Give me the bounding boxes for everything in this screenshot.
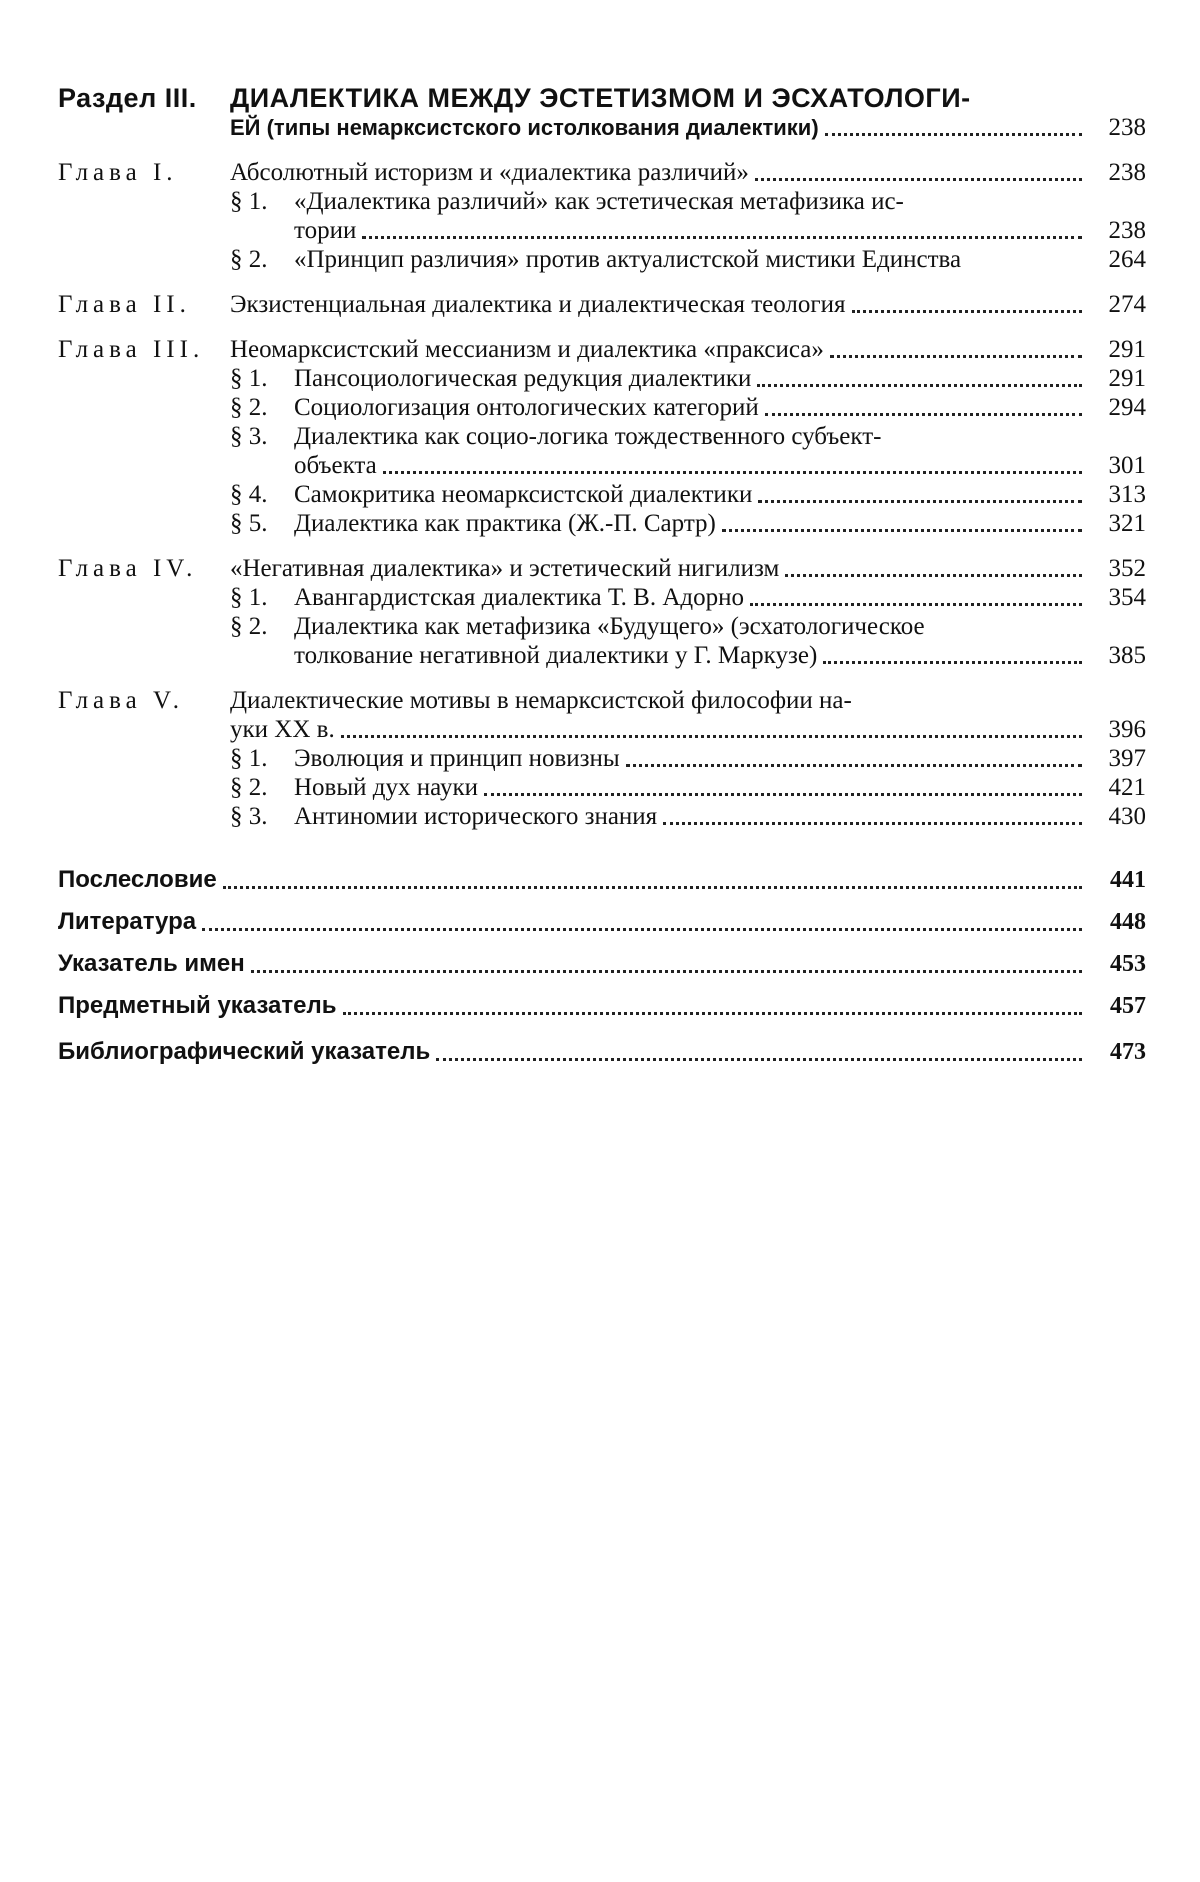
paragraph-title: Самокритика неомарксистской диалектики xyxy=(294,481,753,508)
dot-leader xyxy=(383,471,1082,474)
paragraph-title: «Диалектика различий» как эстетическая метафизика ис- xyxy=(294,188,904,215)
page-number: 274 xyxy=(1108,291,1146,318)
dot-leader xyxy=(823,661,1082,664)
paragraph-prefix: § 3. xyxy=(230,423,268,450)
dot-leader xyxy=(484,793,1082,796)
page-number: 291 xyxy=(1108,336,1146,363)
dot-leader xyxy=(343,1012,1082,1015)
page-number: 238 xyxy=(1108,217,1146,244)
chapter-prefix: Глава II. xyxy=(58,291,191,318)
page-number: 313 xyxy=(1108,481,1146,508)
paragraph-title: Социологизация онтологических категорий xyxy=(294,394,759,421)
paragraph-title: «Принцип различия» против актуалистской мистики Единства xyxy=(294,246,962,273)
paragraph-title: Новый дух науки xyxy=(294,774,478,801)
paragraph-prefix: § 2. xyxy=(230,613,268,640)
section-heading-line2 xyxy=(58,113,1146,142)
paragraph-title-cont: толкование негативной диалектики у Г. Маркузе) xyxy=(294,642,818,669)
page-number: 396 xyxy=(1108,716,1146,743)
paragraph-prefix: § 5. xyxy=(230,510,268,537)
chapter-title: Неомарксистский мессианизм и диалектика «праксиса» xyxy=(230,336,824,363)
dot-leader xyxy=(825,133,1082,136)
section-prefix: Раздел III. xyxy=(58,83,197,113)
page-number: 421 xyxy=(1108,774,1146,801)
page-number: 321 xyxy=(1108,510,1146,537)
paragraph-prefix: § 1. xyxy=(230,745,268,772)
toc-entry-paragraph-3-3-cont xyxy=(58,451,1146,480)
paragraph-title: Диалектика как метафизика «Будущего» (эсхатологическое xyxy=(294,613,925,640)
toc-entry-paragraph-3-4 xyxy=(58,480,1146,509)
paragraph-prefix: § 2. xyxy=(230,246,268,273)
dot-leader xyxy=(755,178,1082,181)
paragraph-title-cont: объекта xyxy=(294,452,377,479)
section-title: ДИАЛЕКТИКА МЕЖДУ ЭСТЕТИЗМОМ И ЭСХАТОЛОГИ- xyxy=(230,83,971,113)
toc-entry-paragraph-3-5 xyxy=(58,509,1146,538)
page-number: 238 xyxy=(1108,114,1146,141)
chapter-prefix: Глава IV. xyxy=(58,555,198,582)
section-subtitle: ЕЙ (типы немарксистского истолкования диалектики) xyxy=(230,115,819,140)
toc-entry-chapter-2 xyxy=(58,290,1146,319)
toc-entry-paragraph-1-1-cont xyxy=(58,216,1146,245)
toc-entry-chapter-4 xyxy=(58,554,1146,583)
paragraph-prefix: § 1. xyxy=(230,365,268,392)
paragraph-title: Авангардистская диалектика Т. В. Адорно xyxy=(294,584,744,611)
toc-entry-chapter-5-cont xyxy=(58,715,1146,744)
page-number: 301 xyxy=(1108,452,1146,479)
paragraph-title: Пансоциологическая редукция диалектики xyxy=(294,365,752,392)
toc-entry-paragraph-3-3 xyxy=(58,422,1146,451)
page-number: 291 xyxy=(1108,365,1146,392)
toc-entry-paragraph-4-2 xyxy=(58,612,1146,641)
page-number: 264 xyxy=(1108,246,1146,273)
page-number: 448 xyxy=(1110,909,1146,935)
chapter-title: Абсолютный историзм и «диалектика различий» xyxy=(230,159,749,186)
paragraph-title: Антиномии исторического знания xyxy=(294,803,658,830)
chapter-prefix: Глава I. xyxy=(58,159,178,186)
chapter-title: Диалектические мотивы в немарксистской философии на- xyxy=(230,687,852,714)
toc-entry-paragraph-5-1 xyxy=(58,744,1146,773)
chapter-prefix: Глава III. xyxy=(58,336,205,363)
chapter-prefix: Глава V. xyxy=(58,687,185,714)
toc-entry-subject-index xyxy=(58,991,1146,1021)
page-number: 453 xyxy=(1110,951,1146,977)
toc-entry-afterword xyxy=(58,865,1146,895)
paragraph-title: Диалектика как практика (Ж.-П. Сартр) xyxy=(294,510,716,537)
page-number: 385 xyxy=(1108,642,1146,669)
paragraph-prefix: § 4. xyxy=(230,481,268,508)
back-matter-title: Указатель имен xyxy=(58,950,245,977)
back-matter-title: Предметный указатель xyxy=(58,992,337,1019)
paragraph-prefix: § 1. xyxy=(230,584,268,611)
dot-leader xyxy=(202,928,1082,931)
toc-entry-paragraph-5-2 xyxy=(58,773,1146,802)
toc-entry-chapter-3 xyxy=(58,335,1146,364)
toc-entry-paragraph-1-2 xyxy=(58,245,1146,274)
page-number: 457 xyxy=(1110,993,1146,1019)
paragraph-prefix: § 2. xyxy=(230,774,268,801)
page-number: 430 xyxy=(1108,803,1146,830)
dot-leader xyxy=(765,413,1082,416)
page-number: 352 xyxy=(1108,555,1146,582)
section-heading-line1 xyxy=(58,84,1146,113)
page-number: 473 xyxy=(1110,1039,1146,1065)
page-number: 441 xyxy=(1110,867,1146,893)
dot-leader xyxy=(830,355,1082,358)
dot-leader xyxy=(223,886,1082,889)
paragraph-prefix: § 3. xyxy=(230,803,268,830)
toc-entry-paragraph-1-1 xyxy=(58,187,1146,216)
toc-entry-paragraph-4-1 xyxy=(58,583,1146,612)
dot-leader xyxy=(663,822,1082,825)
toc-entry-paragraph-5-3 xyxy=(58,802,1146,831)
chapter-title: «Негативная диалектика» и эстетический нигилизм xyxy=(230,555,780,582)
page-number: 397 xyxy=(1108,745,1146,772)
toc-entry-paragraph-3-2 xyxy=(58,393,1146,422)
toc-entry-paragraph-3-1 xyxy=(58,364,1146,393)
toc-entry-literature xyxy=(58,907,1146,937)
chapter-title-cont: уки XX в. xyxy=(230,716,335,743)
dot-leader xyxy=(251,970,1082,973)
chapter-title: Экзистенциальная диалектика и диалектическая теология xyxy=(230,291,846,318)
dot-leader xyxy=(852,310,1082,313)
paragraph-title: Эволюция и принцип новизны xyxy=(294,745,620,772)
toc-entry-name-index xyxy=(58,949,1146,979)
table-of-contents xyxy=(58,84,1146,1067)
paragraph-prefix: § 2. xyxy=(230,394,268,421)
paragraph-prefix: § 1. xyxy=(230,188,268,215)
back-matter-title: Литература xyxy=(58,908,197,935)
page-number: 238 xyxy=(1108,159,1146,186)
page-number: 354 xyxy=(1108,584,1146,611)
dot-leader xyxy=(362,236,1082,239)
toc-entry-paragraph-4-2-cont xyxy=(58,641,1146,670)
dot-leader xyxy=(750,603,1082,606)
dot-leader xyxy=(758,500,1082,503)
page-number: 294 xyxy=(1108,394,1146,421)
dot-leader xyxy=(757,384,1082,387)
dot-leader xyxy=(341,735,1082,738)
toc-entry-chapter-1 xyxy=(58,158,1146,187)
toc-entry-chapter-5 xyxy=(58,686,1146,715)
dot-leader xyxy=(785,574,1082,577)
paragraph-title-cont: тории xyxy=(294,217,357,244)
back-matter-title: Послесловие xyxy=(58,866,217,893)
paragraph-title: Диалектика как социо-логика тождественного субъект- xyxy=(294,423,882,450)
dot-leader xyxy=(722,529,1082,532)
toc-entry-bibliographic-index xyxy=(58,1037,1146,1067)
dot-leader xyxy=(436,1058,1082,1061)
dot-leader xyxy=(626,764,1082,767)
back-matter-title: Библиографический указатель xyxy=(58,1038,431,1065)
